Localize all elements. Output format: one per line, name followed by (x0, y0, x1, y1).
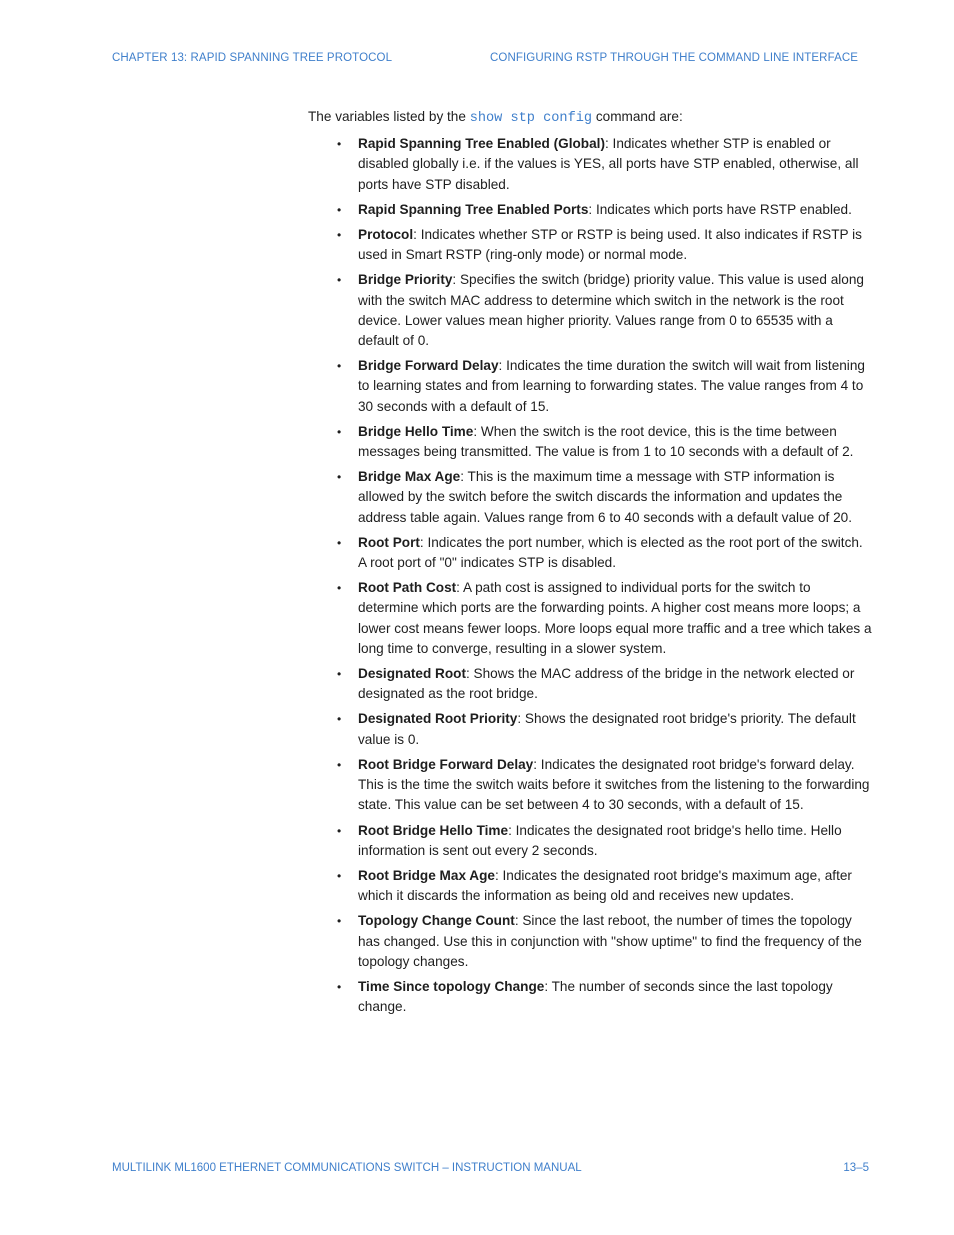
variable-term: Root Bridge Max Age (358, 867, 495, 883)
variable-term: Topology Change Count (358, 913, 515, 929)
list-item (308, 866, 872, 906)
intro-text-before: The variables listed by the (308, 109, 470, 124)
list-item (308, 356, 872, 417)
list-item (308, 578, 872, 659)
page-content (308, 107, 872, 1022)
bullet-icon: • (337, 202, 342, 217)
list-item (308, 664, 872, 704)
variable-term: Root Path Cost (358, 580, 457, 596)
list-item (308, 422, 872, 462)
intro-paragraph (308, 107, 872, 129)
variable-description: : Since the last reboot, the number of times the topology has changed. Use this in conjunction with "show uptime" to find the frequency of the topology changes. (358, 913, 862, 969)
variable-term: Bridge Forward Delay (358, 358, 499, 374)
list-item (308, 977, 872, 1017)
variable-term: Root Port (358, 534, 420, 550)
variable-description: : Shows the MAC address of the bridge in the network elected or designated as the root bridge. (358, 666, 855, 702)
intro-text-after: command are: (592, 109, 683, 124)
variable-description: : Indicates the designated root bridge's forward delay. This is the time the switch waits before it switches from the listening to the forwarding state. This value can be set between 4 to 30 seconds, with a default of 15. (358, 756, 870, 813)
variable-term: Designated Root Priority (358, 711, 518, 727)
list-item (308, 755, 872, 816)
variable-term: Bridge Priority (358, 272, 453, 288)
variable-description: : A path cost is assigned to individual ports for the switch to determine which ports are the forwarding points. A higher cost means more loops; a lower cost means fewer loops. More loops equal more traffic and a tree which takes a long time to converge, resulting in a slower system. (358, 580, 872, 656)
bullet-icon: • (337, 712, 342, 727)
bullet-icon: • (337, 914, 342, 929)
list-item (308, 200, 872, 220)
variable-description: : Indicates the designated root bridge's hello time. Hello information is sent out every 2 seconds. (358, 822, 842, 858)
list-item (308, 911, 872, 972)
bullet-icon: • (337, 359, 342, 374)
variable-description: : Indicates the time duration the switch will wait from listening to learning states and from learning to forwarding states. The value ranges from 4 to 30 seconds with a default of 15. (358, 358, 865, 414)
variable-term: Root Bridge Forward Delay (358, 756, 534, 772)
list-item (308, 134, 872, 195)
variable-description: : This is the maximum time a message with STP information is allowed by the switch before the switch discards the information and updates the address table again. Values range from 6 to 40 seconds with a default value of 20. (358, 469, 852, 525)
variable-description: : Indicates the designated root bridge's maximum age, after which it discards the information as being old and receives new updates. (358, 867, 852, 904)
list-item (308, 709, 872, 749)
variable-description: : Indicates whether STP is enabled or disabled globally i.e. if the values is YES, all ports have STP enabled, otherwise, all ports have STP disabled. (358, 136, 859, 192)
variable-term: Bridge Hello Time (358, 423, 474, 439)
variable-term: Protocol (358, 227, 414, 243)
variable-description: : Shows the designated root bridge's priority. The default value is 0. (358, 711, 856, 747)
list-item (308, 467, 872, 528)
variable-description: : Indicates the port number, which is elected as the root port of the switch. A root port of "0" indicates STP is disabled. (358, 534, 863, 571)
bullet-icon: • (337, 581, 342, 596)
variable-description: : Indicates whether STP or RSTP is being used. It also indicates if RSTP is used in Smart RSTP (ring-only mode) or normal mode. (358, 227, 862, 263)
bullet-icon: • (337, 137, 342, 152)
bullet-icon: • (337, 228, 342, 243)
list-item (308, 270, 872, 351)
list-item (308, 225, 872, 265)
bullet-icon: • (337, 823, 342, 838)
section-title: CONFIGURING RSTP THROUGH THE COMMAND LINE INTERFACE (490, 52, 859, 64)
variable-term: Rapid Spanning Tree Enabled Ports (358, 201, 589, 217)
bullet-icon: • (337, 979, 342, 994)
variable-term: Bridge Max Age (358, 469, 461, 485)
variable-term: Root Bridge Hello Time (358, 822, 509, 838)
bullet-icon: • (337, 757, 342, 772)
variable-description: : Specifies the switch (bridge) priority value. This value is used along with the switch MAC address to determine which switch in the network is the root device. Lower values mean higher priority. Values range from 0 to 65535 with a default of 0. (358, 272, 864, 349)
manual-title: MULTILINK ML1600 ETHERNET COMMUNICATIONS SWITCH – INSTRUCTION MANUAL (112, 1162, 582, 1174)
list-item (308, 821, 872, 861)
variable-list (308, 134, 872, 1017)
bullet-icon: • (337, 470, 342, 485)
bullet-icon: • (337, 868, 342, 883)
list-item (308, 533, 872, 573)
variable-term: Rapid Spanning Tree Enabled (Global) (358, 136, 605, 152)
variable-term: Designated Root (358, 666, 466, 682)
variable-description: : Indicates which ports have RSTP enabled. (588, 201, 852, 217)
variable-description: : When the switch is the root device, this is the time between messages being transmitted. The value is from 1 to 10 seconds with a default of 2. (358, 423, 854, 460)
variable-term: Time Since topology Change (358, 978, 545, 994)
bullet-icon: • (337, 667, 342, 682)
bullet-icon: • (337, 273, 342, 288)
bullet-icon: • (337, 424, 342, 439)
bullet-icon: • (337, 535, 342, 550)
page-number: 13–5 (843, 1162, 869, 1174)
command-code: show stp config (469, 111, 593, 126)
variable-description: : The number of seconds since the last topology change. (358, 978, 833, 1015)
chapter-title: CHAPTER 13: RAPID SPANNING TREE PROTOCOL (112, 52, 393, 64)
